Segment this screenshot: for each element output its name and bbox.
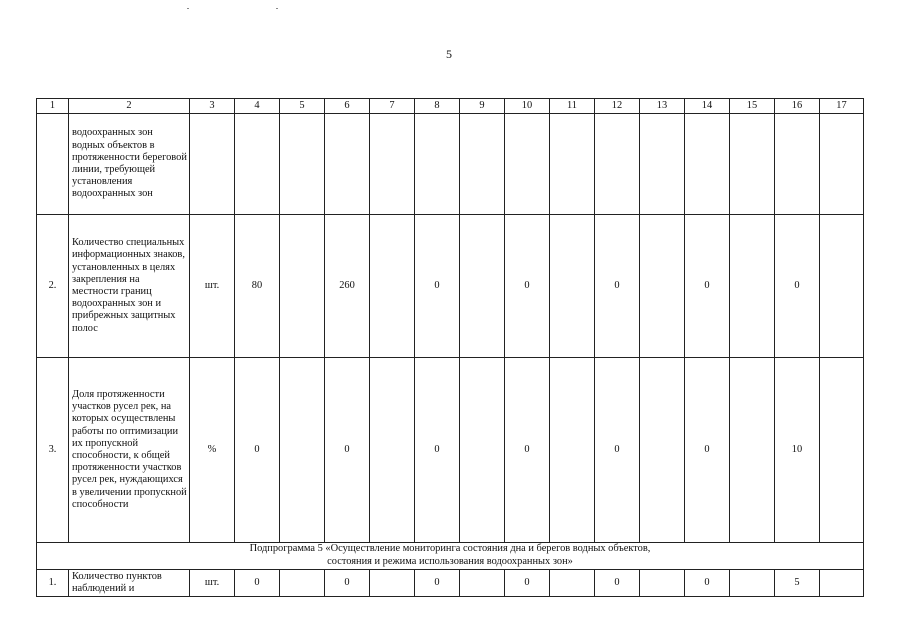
indicator-description: Количество пунктов наблюдений и — [69, 570, 190, 597]
value-cell: 10 — [775, 358, 820, 543]
col-header: 12 — [595, 99, 640, 114]
value-cell: 0 — [685, 570, 730, 597]
subprogram-title — [37, 543, 864, 570]
value-cell — [370, 114, 415, 215]
value-cell — [640, 570, 685, 597]
indicator-description: Доля протяженности участков русел рек, на которых осуществлены работы по оптимизации их пропускной способности, к общей протяженности участков русел рек, нуждающихся в увеличении пропускной способности — [69, 358, 190, 543]
value-cell — [280, 114, 325, 215]
value-cell: 0 — [505, 570, 550, 597]
value-cell — [640, 358, 685, 543]
col-header: 16 — [775, 99, 820, 114]
table-row — [37, 358, 864, 543]
value-cell — [730, 358, 775, 543]
value-cell: 0 — [595, 215, 640, 358]
indicator-description: водоохранных зон водных объектов в протяженности береговой линии, требующей установления водоохранных зон — [69, 114, 190, 215]
subprogram-line: состояния и режима использования водоохранных зон» — [327, 556, 573, 567]
value-cell: 0 — [415, 215, 460, 358]
value-cell: 0 — [325, 570, 370, 597]
value-cell: 0 — [325, 358, 370, 543]
table-row — [37, 570, 864, 597]
row-number: 3. — [37, 358, 69, 543]
value-cell — [640, 215, 685, 358]
col-header: 2 — [69, 99, 190, 114]
value-cell: 260 — [325, 215, 370, 358]
value-cell — [505, 114, 550, 215]
value-cell: 5 — [775, 570, 820, 597]
value-cell — [235, 114, 280, 215]
col-header: 8 — [415, 99, 460, 114]
value-cell: 0 — [595, 570, 640, 597]
row-number: 1. — [37, 570, 69, 597]
col-header: 5 — [280, 99, 325, 114]
value-cell: 0 — [505, 358, 550, 543]
column-number-row — [37, 99, 864, 114]
col-header: 13 — [640, 99, 685, 114]
value-cell — [280, 358, 325, 543]
value-cell — [820, 570, 864, 597]
value-cell — [370, 570, 415, 597]
value-cell — [460, 215, 505, 358]
value-cell — [550, 215, 595, 358]
unit-cell: шт. — [190, 215, 235, 358]
scan-artifact — [276, 8, 278, 9]
value-cell — [595, 114, 640, 215]
indicators-table — [36, 98, 864, 597]
table-row — [37, 114, 864, 215]
value-cell — [820, 358, 864, 543]
value-cell — [640, 114, 685, 215]
value-cell — [280, 215, 325, 358]
value-cell: 80 — [235, 215, 280, 358]
value-cell: 0 — [685, 215, 730, 358]
unit-cell: шт. — [190, 570, 235, 597]
subprogram-row — [37, 543, 864, 570]
col-header: 11 — [550, 99, 595, 114]
col-header: 3 — [190, 99, 235, 114]
col-header: 9 — [460, 99, 505, 114]
value-cell — [550, 114, 595, 215]
value-cell: 0 — [505, 215, 550, 358]
value-cell — [460, 570, 505, 597]
col-header: 17 — [820, 99, 864, 114]
value-cell: 0 — [235, 358, 280, 543]
value-cell — [685, 114, 730, 215]
value-cell — [460, 114, 505, 215]
unit-cell: % — [190, 358, 235, 543]
value-cell — [730, 215, 775, 358]
page-number: 5 — [446, 47, 452, 61]
col-header: 1 — [37, 99, 69, 114]
value-cell: 0 — [595, 358, 640, 543]
value-cell — [550, 570, 595, 597]
subprogram-line: Подпрограмма 5 «Осуществление мониторинга состояния дна и берегов водных объектов, — [249, 543, 651, 555]
value-cell — [325, 114, 370, 215]
row-number: 2. — [37, 215, 69, 358]
value-cell: 0 — [415, 570, 460, 597]
value-cell: 0 — [415, 358, 460, 543]
table-row — [37, 215, 864, 358]
indicator-description: Количество специальных информационных знаков, установленных в целях закрепления на местности границ водоохранных зон и прибрежных защитных полос — [69, 215, 190, 358]
unit-cell — [190, 114, 235, 215]
value-cell: 0 — [235, 570, 280, 597]
scan-artifact — [187, 8, 189, 9]
value-cell — [280, 570, 325, 597]
row-number — [37, 114, 69, 215]
value-cell — [820, 114, 864, 215]
col-header: 14 — [685, 99, 730, 114]
value-cell: 0 — [775, 215, 820, 358]
value-cell — [460, 358, 505, 543]
col-header: 4 — [235, 99, 280, 114]
col-header: 10 — [505, 99, 550, 114]
col-header: 7 — [370, 99, 415, 114]
value-cell — [730, 114, 775, 215]
col-header: 6 — [325, 99, 370, 114]
value-cell — [415, 114, 460, 215]
value-cell — [730, 570, 775, 597]
col-header: 15 — [730, 99, 775, 114]
value-cell: 0 — [685, 358, 730, 543]
value-cell — [370, 358, 415, 543]
value-cell — [820, 215, 864, 358]
value-cell — [370, 215, 415, 358]
value-cell — [550, 358, 595, 543]
value-cell — [775, 114, 820, 215]
